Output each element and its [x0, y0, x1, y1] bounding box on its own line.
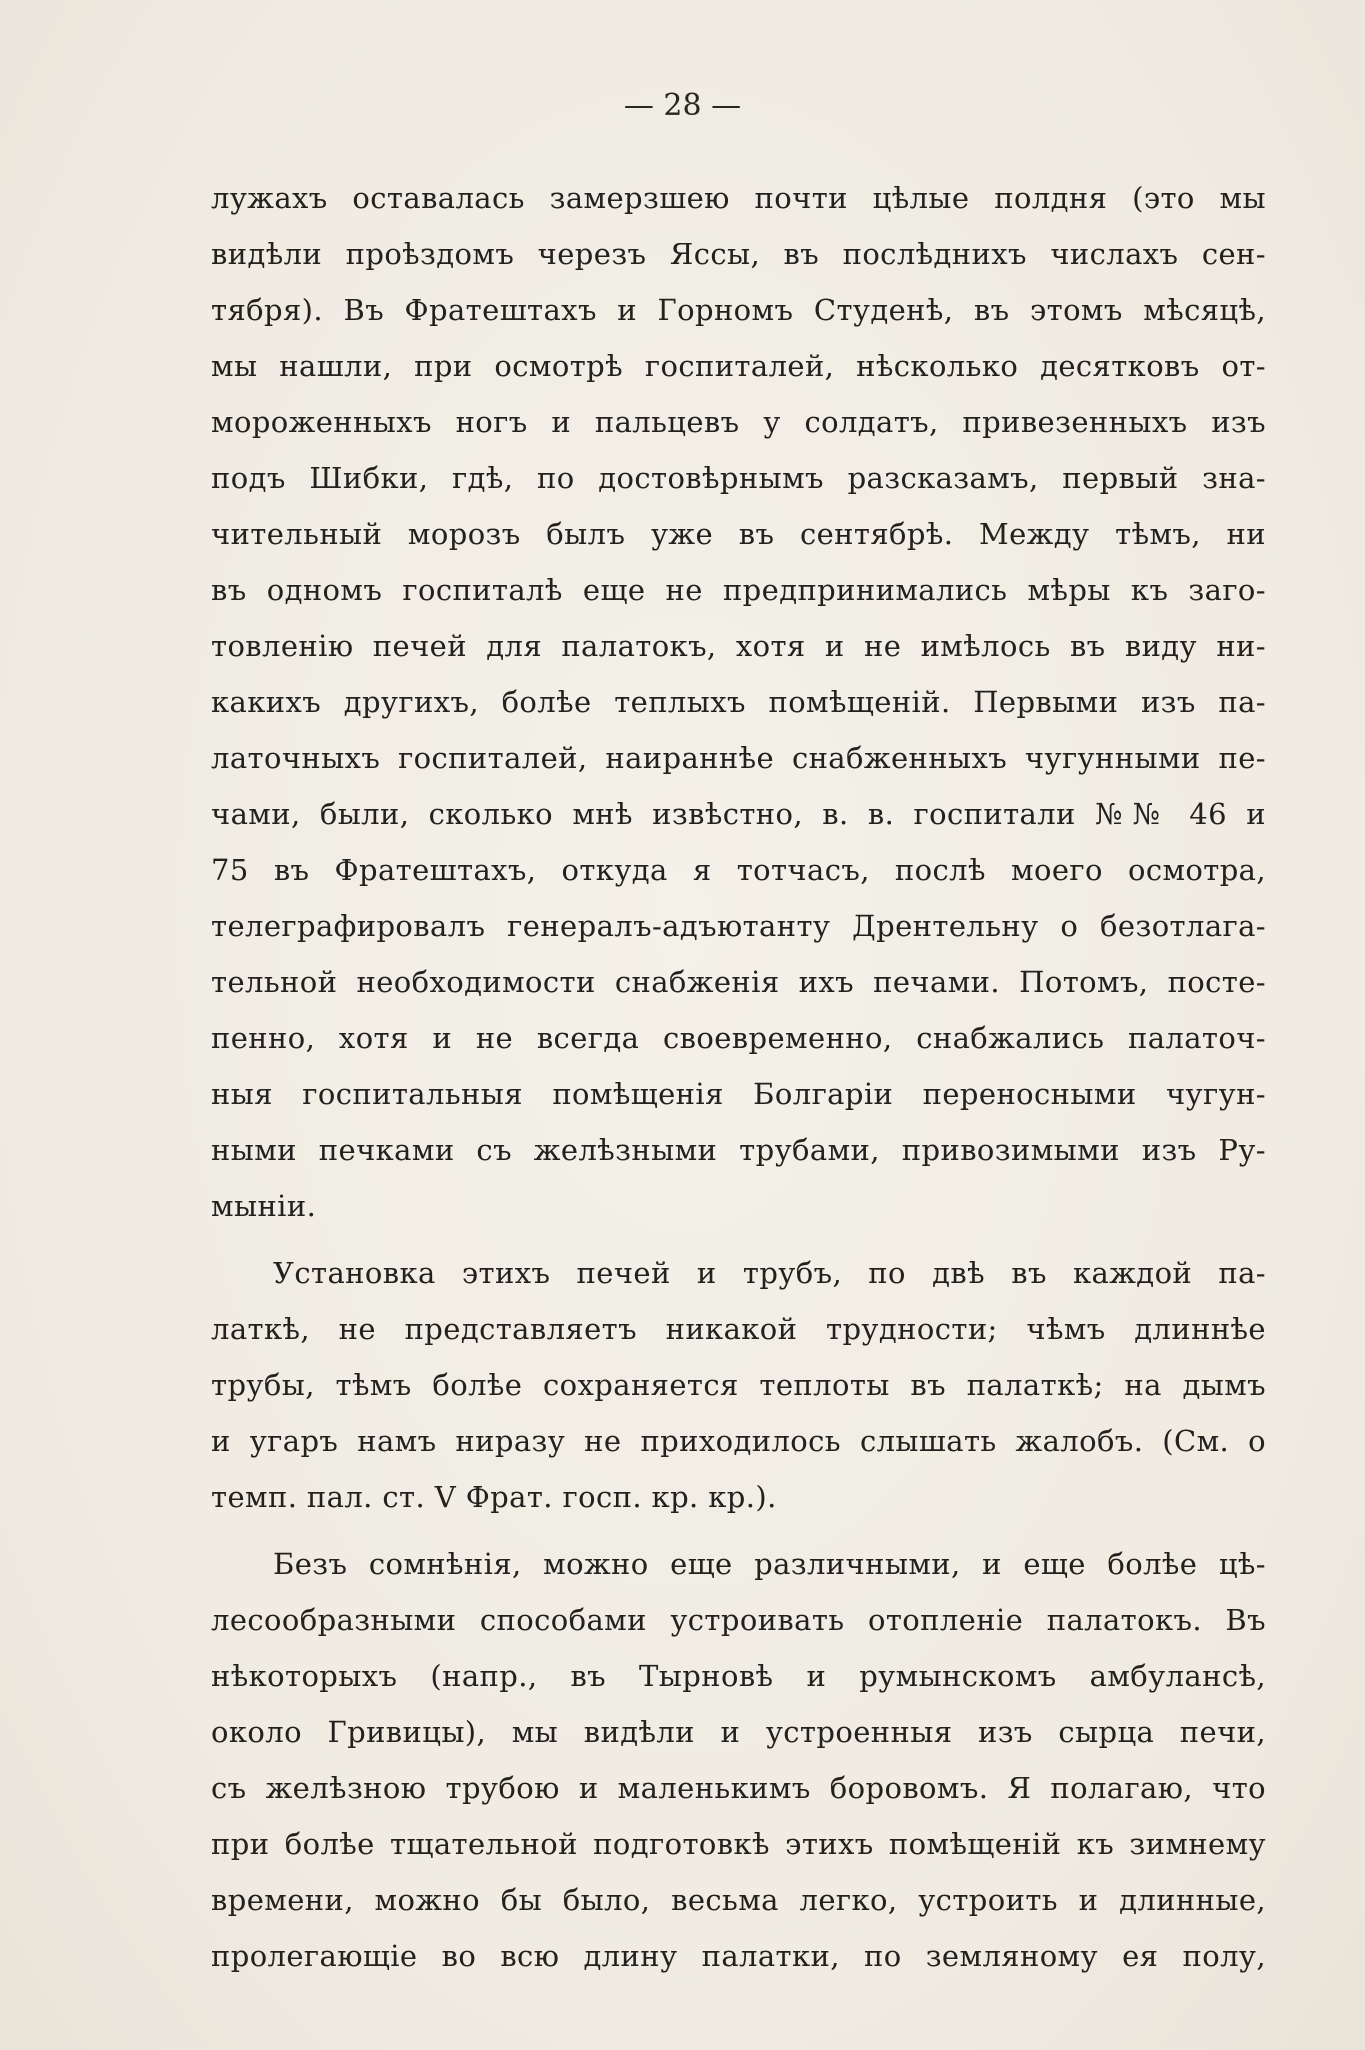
text-line: времени, можно бы было, весьма легко, устроить и длинные,: [211, 1883, 1266, 1917]
text-line: 75 въ Фратештахъ, откуда я тотчасъ, послѣ моего осмотра,: [211, 853, 1266, 887]
text-line: подъ Шибки, гдѣ, по достовѣрнымъ разсказамъ, первый зна-: [211, 461, 1266, 495]
page-number: — 28 —: [623, 88, 742, 123]
text-line: латочныхъ госпиталей, наираннѣе снабженныхъ чугунными пе-: [211, 741, 1266, 775]
paragraph-1: [211, 170, 1266, 1234]
text-line: телеграфировалъ генералъ-адъютанту Дрентельну о безотлага-: [211, 909, 1266, 943]
body-text: [211, 170, 1266, 1984]
text-line: видѣли проѣздомъ черезъ Яссы, въ послѣднихъ числахъ сен-: [211, 237, 1266, 271]
paragraph-gap: [211, 1525, 1266, 1536]
text-line: чами, были, сколько мнѣ извѣстно, в. в. госпитали №№ 46 и: [211, 797, 1266, 831]
text-line: въ одномъ госпиталѣ еще не предпринимались мѣры къ заго-: [211, 573, 1266, 607]
text-line: Безъ сомнѣнія, можно еще различными, и еще болѣе цѣ-: [273, 1547, 1266, 1581]
text-line: пенно, хотя и не всегда своевременно, снабжались палаточ-: [211, 1021, 1266, 1055]
text-line: ными печками съ желѣзными трубами, привозимыми изъ Ру-: [211, 1133, 1266, 1167]
paragraph-3: [211, 1536, 1266, 1984]
text-line: мыніи.: [211, 1189, 317, 1223]
paragraph-2: [211, 1245, 1266, 1525]
text-line: лужахъ оставалась замерзшею почти цѣлые полдня (это мы: [211, 181, 1266, 215]
text-line: пролегающіе во всю длину палатки, по земляному ея полу,: [211, 1939, 1266, 1973]
text-line: мы нашли, при осмотрѣ госпиталей, нѣсколько десятковъ от-: [211, 349, 1266, 383]
text-line: мороженныхъ ногъ и пальцевъ у солдатъ, привезенныхъ изъ: [211, 405, 1266, 439]
text-line: лесообразными способами устроивать отопленіе палатокъ. Въ: [211, 1603, 1266, 1637]
text-line: тельной необходимости снабженія ихъ печами. Потомъ, посте-: [211, 965, 1266, 999]
text-line: нѣкоторыхъ (напр., въ Тырновѣ и румынскомъ амбулансѣ,: [211, 1659, 1266, 1693]
text-line: около Гривицы), мы видѣли и устроенныя изъ сырца печи,: [211, 1715, 1266, 1749]
text-line: чительный морозъ былъ уже въ сентябрѣ. Между тѣмъ, ни: [211, 517, 1266, 551]
text-line: товленію печей для палатокъ, хотя и не имѣлось въ виду ни-: [211, 629, 1266, 663]
text-line: съ желѣзною трубою и маленькимъ боровомъ. Я полагаю, что: [211, 1771, 1266, 1805]
text-line: ныя госпитальныя помѣщенія Болгаріи переносными чугун-: [211, 1077, 1266, 1111]
text-line: латкѣ, не представляетъ никакой трудности; чѣмъ длиннѣе: [211, 1312, 1266, 1346]
paragraph-gap: [211, 1234, 1266, 1245]
text-line: какихъ другихъ, болѣе теплыхъ помѣщеній. Первыми изъ па-: [211, 685, 1266, 719]
text-line: Установка этихъ печей и трубъ, по двѣ въ каждой па-: [273, 1256, 1266, 1290]
text-line: тября). Въ Фратештахъ и Горномъ Студенѣ, въ этомъ мѣсяцѣ,: [211, 293, 1266, 327]
text-line: темп. пал. ст. V Фрат. госп. кр. кр.).: [211, 1480, 777, 1514]
text-line: и угаръ намъ ниразу не приходилось слышать жалобъ. (См. о: [211, 1424, 1266, 1458]
text-line: при болѣе тщательной подготовкѣ этихъ помѣщеній къ зимнему: [211, 1827, 1266, 1861]
text-line: трубы, тѣмъ болѣе сохраняется теплоты въ палаткѣ; на дымъ: [211, 1368, 1266, 1402]
